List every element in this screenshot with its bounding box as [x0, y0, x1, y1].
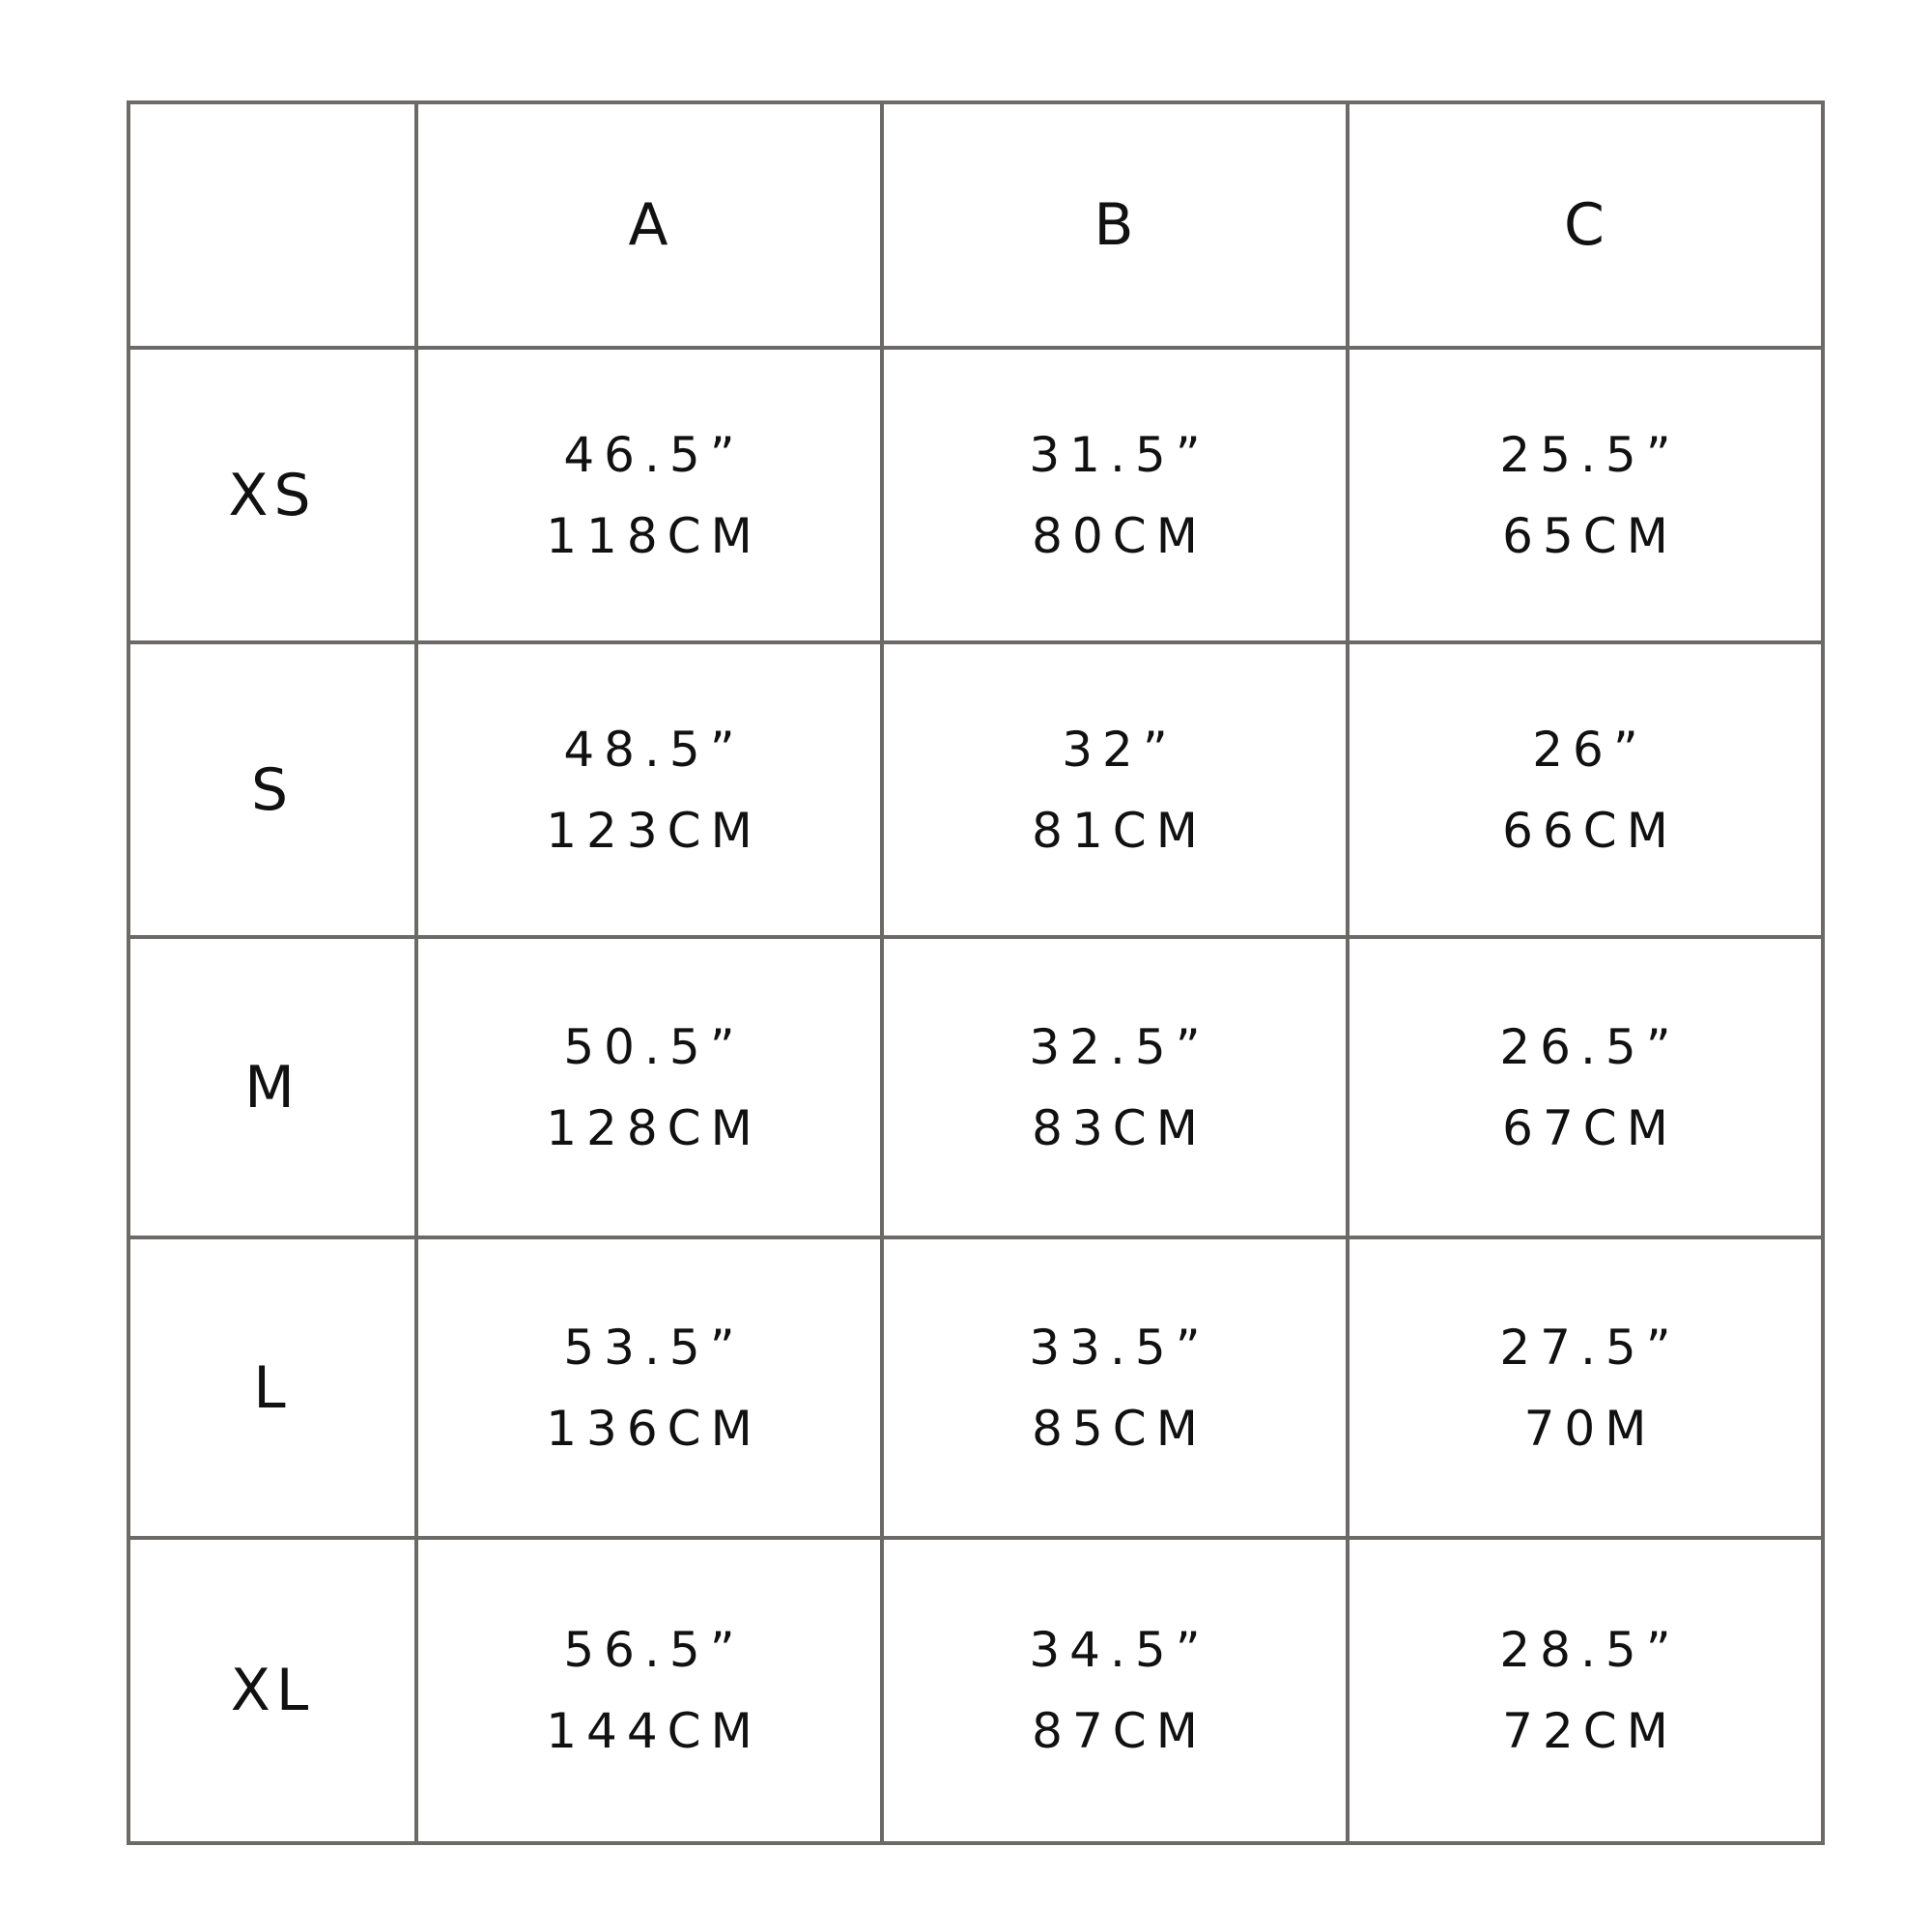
table-row: [128, 348, 1823, 642]
cm-value: 118CM: [546, 507, 762, 564]
measure-cell-a: [416, 642, 882, 937]
header-cell-c: [1348, 102, 1823, 348]
header-label-a: A: [628, 191, 670, 259]
inches-value: 31.5”: [1029, 426, 1210, 483]
cm-value: 83CM: [1032, 1099, 1208, 1156]
measure-cell-a: [416, 937, 882, 1237]
inches-value: 33.5”: [1029, 1319, 1210, 1376]
inches-value: 26.5”: [1499, 1018, 1681, 1075]
size-cell: [128, 642, 416, 937]
table-row: [128, 937, 1823, 1237]
size-label: XS: [228, 461, 317, 529]
table-row: [128, 1237, 1823, 1538]
inches-value: 50.5”: [563, 1018, 745, 1075]
inches-value: 25.5”: [1499, 426, 1681, 483]
inches-value: 28.5”: [1499, 1622, 1681, 1678]
cm-value: 72CM: [1502, 1703, 1678, 1759]
cm-value: 66CM: [1502, 802, 1678, 859]
header-cell-empty: [128, 102, 416, 348]
table-row: [128, 1538, 1823, 1843]
size-cell: [128, 348, 416, 642]
cm-value: 123CM: [546, 802, 762, 859]
size-label: M: [244, 1053, 300, 1122]
cm-value: 81CM: [1032, 802, 1208, 859]
cm-value: 67CM: [1502, 1099, 1678, 1156]
measure-cell-c: [1348, 348, 1823, 642]
measure-cell-c: [1348, 1237, 1823, 1538]
inches-value: 46.5”: [563, 426, 745, 483]
cm-value: 70M: [1523, 1400, 1657, 1457]
size-chart-table: [127, 100, 1825, 1845]
cm-value: 65CM: [1502, 507, 1678, 564]
measure-cell-b: [882, 1538, 1348, 1843]
inches-value: 32.5”: [1029, 1018, 1210, 1075]
inches-value: 32”: [1062, 721, 1178, 778]
size-cell: [128, 937, 416, 1237]
size-label: XL: [230, 1657, 315, 1724]
header-row: [128, 102, 1823, 348]
table-row: [128, 642, 1823, 937]
cm-value: 144CM: [546, 1703, 762, 1759]
measure-cell-b: [882, 937, 1348, 1237]
header-label-b: B: [1094, 191, 1136, 259]
measure-cell-b: [882, 348, 1348, 642]
measure-cell-c: [1348, 937, 1823, 1237]
inches-value: 53.5”: [563, 1319, 745, 1376]
measure-cell-a: [416, 1538, 882, 1843]
cm-value: 87CM: [1032, 1703, 1208, 1759]
size-label: L: [253, 1353, 292, 1422]
inches-value: 56.5”: [563, 1622, 745, 1678]
measure-cell-a: [416, 348, 882, 642]
measure-cell-b: [882, 1237, 1348, 1538]
cm-value: 136CM: [546, 1400, 762, 1457]
header-label-c: C: [1564, 191, 1606, 259]
size-cell: [128, 1237, 416, 1538]
inches-value: 34.5”: [1029, 1622, 1210, 1678]
inches-value: 27.5”: [1499, 1319, 1681, 1376]
header-cell-b: [882, 102, 1348, 348]
measure-cell-c: [1348, 642, 1823, 937]
measure-cell-a: [416, 1237, 882, 1538]
cm-value: 85CM: [1032, 1400, 1208, 1457]
measure-cell-b: [882, 642, 1348, 937]
size-cell: [128, 1538, 416, 1843]
cm-value: 80CM: [1032, 507, 1208, 564]
inches-value: 48.5”: [563, 721, 745, 778]
cm-value: 128CM: [546, 1099, 762, 1156]
measure-cell-c: [1348, 1538, 1823, 1843]
inches-value: 26”: [1532, 721, 1648, 778]
header-cell-a: [416, 102, 882, 348]
size-label: S: [250, 755, 295, 824]
